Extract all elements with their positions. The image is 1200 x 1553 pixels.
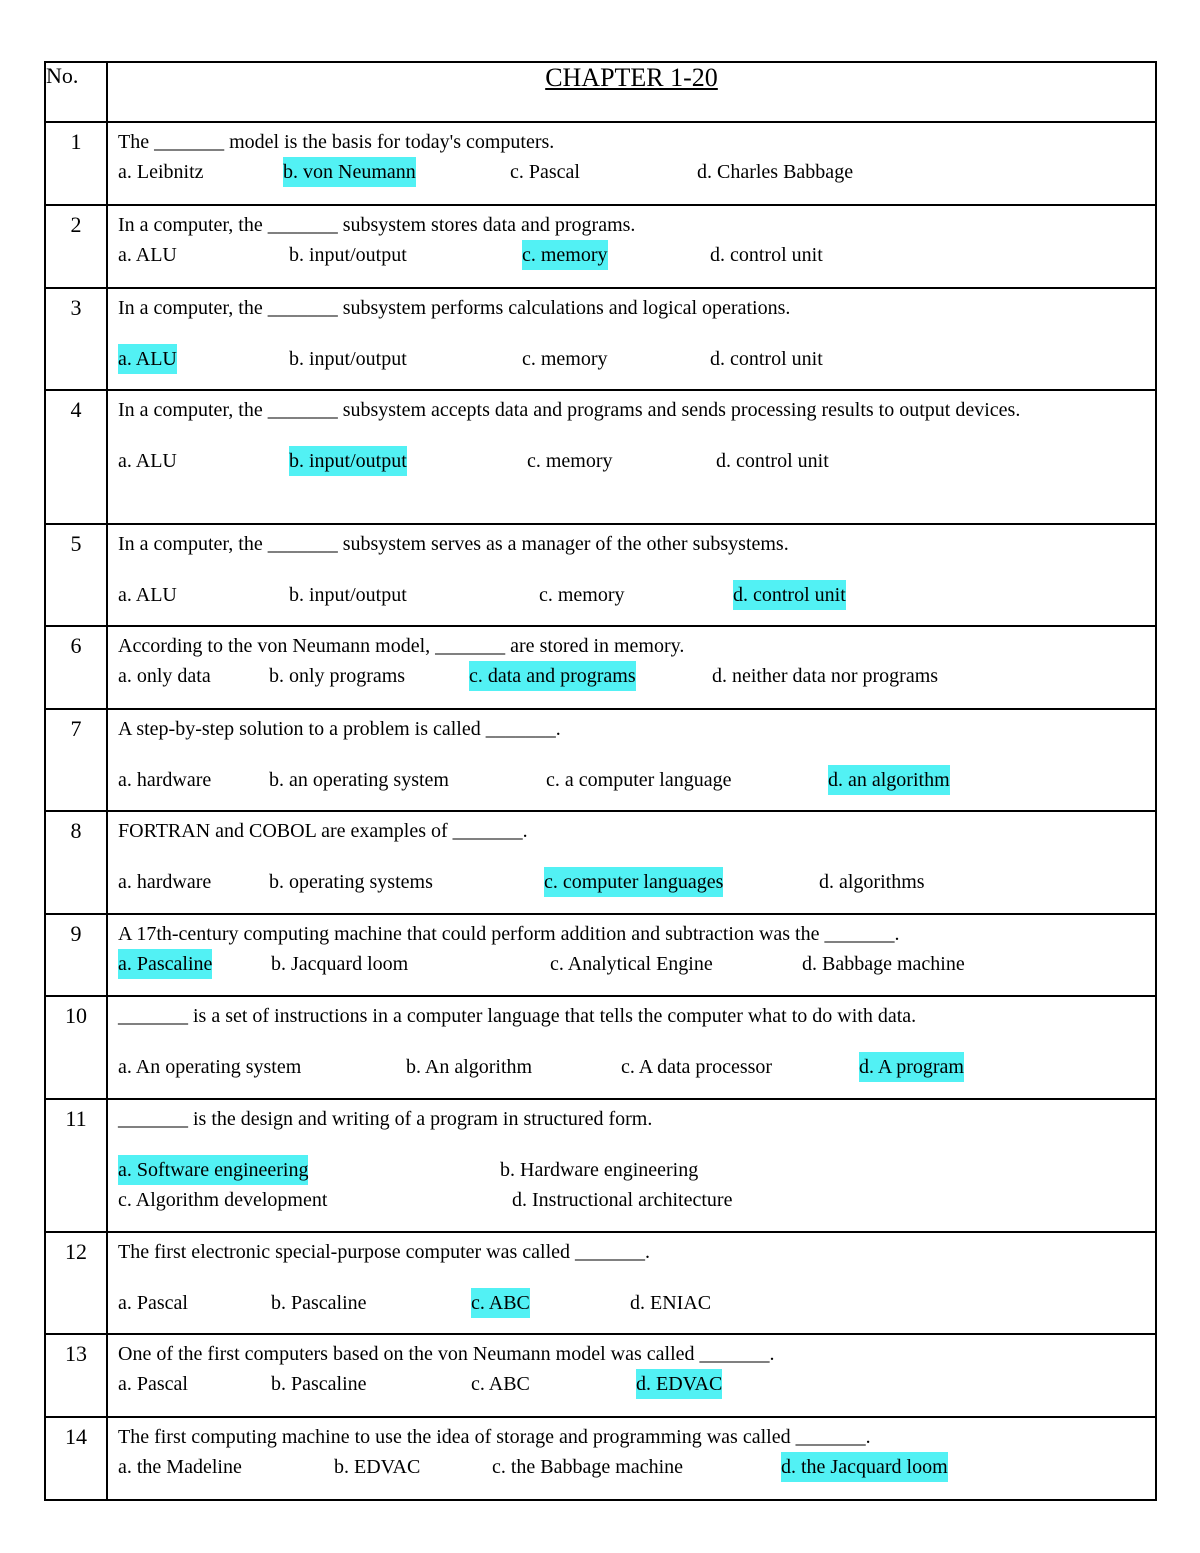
question-text: _______ is a set of instructions in a computer language that tells the computer what to do with data. xyxy=(118,1005,917,1027)
options-line xyxy=(118,1288,1149,1318)
question-number: 10 xyxy=(45,996,107,1099)
question-text: One of the first computers based on the von Neumann model was called _______. xyxy=(118,1343,775,1365)
options-line xyxy=(118,661,1149,691)
option-b-answer: b. input/output xyxy=(289,446,407,476)
question-text: The _______ model is the basis for today's computers. xyxy=(118,131,555,153)
question-text: A step-by-step solution to a problem is called _______. xyxy=(118,718,561,740)
option-a: a. Pascal xyxy=(118,1373,188,1395)
question-cell xyxy=(107,1232,1156,1334)
option-b: b. Pascaline xyxy=(271,1373,367,1395)
option-d: d. neither data nor programs xyxy=(712,665,939,687)
option-a-answer: a. ALU xyxy=(118,344,177,374)
option-a: a. ALU xyxy=(118,450,177,472)
question-text: A 17th-century computing machine that could perform addition and subtraction was the _______. xyxy=(118,923,900,945)
question-cell xyxy=(107,390,1156,524)
option-d-answer: d. EDVAC xyxy=(636,1369,722,1399)
option-a: a. hardware xyxy=(118,769,212,791)
options-line xyxy=(118,446,1149,476)
question-cell xyxy=(107,626,1156,709)
question-cell xyxy=(107,1334,1156,1417)
question-text: FORTRAN and COBOL are examples of _______. xyxy=(118,820,528,842)
question-number: 4 xyxy=(45,390,107,524)
spacer xyxy=(118,1031,1149,1052)
options-line xyxy=(118,765,1149,795)
option-b: b. input/output xyxy=(289,348,407,370)
option-c: c. memory xyxy=(527,450,613,472)
option-a: a. hardware xyxy=(118,871,212,893)
question-number: 14 xyxy=(45,1417,107,1500)
question-number: 8 xyxy=(45,811,107,914)
question-row xyxy=(45,626,1156,709)
option-b: b. only programs xyxy=(269,665,406,687)
spacer xyxy=(118,559,1149,580)
option-d: d. Babbage machine xyxy=(802,953,965,975)
option-c: c. memory xyxy=(522,348,608,370)
option-c: c. the Babbage machine xyxy=(492,1456,684,1478)
question-number: 5 xyxy=(45,524,107,626)
spacer xyxy=(118,744,1149,765)
question-text: In a computer, the _______ subsystem performs calculations and logical operations. xyxy=(118,297,791,319)
options-line xyxy=(118,240,1149,270)
option-a: a. Leibnitz xyxy=(118,161,204,183)
option-d: d. control unit xyxy=(710,348,823,370)
question-number: 7 xyxy=(45,709,107,811)
option-d: d. Instructional architecture xyxy=(512,1189,733,1211)
option-d: d. Charles Babbage xyxy=(697,161,854,183)
option-a: a. Pascal xyxy=(118,1292,188,1314)
options-line xyxy=(118,1369,1149,1399)
spacer xyxy=(118,425,1149,446)
option-b: b. EDVAC xyxy=(334,1456,421,1478)
option-d-answer: d. control unit xyxy=(733,580,846,610)
question-row xyxy=(45,709,1156,811)
question-text: In a computer, the _______ subsystem serves as a manager of the other subsystems. xyxy=(118,533,789,555)
question-number: 9 xyxy=(45,914,107,996)
option-d: d. ENIAC xyxy=(630,1292,712,1314)
question-number: 6 xyxy=(45,626,107,709)
option-b: b. An algorithm xyxy=(406,1056,533,1078)
question-cell xyxy=(107,811,1156,914)
question-row xyxy=(45,1099,1156,1232)
question-row xyxy=(45,811,1156,914)
option-a-answer: a. Pascaline xyxy=(118,949,212,979)
chapter-title-cell xyxy=(107,62,1156,122)
option-b: b. input/output xyxy=(289,584,407,606)
question-row xyxy=(45,914,1156,996)
question-row xyxy=(45,1417,1156,1500)
question-number: 12 xyxy=(45,1232,107,1334)
question-text: _______ is the design and writing of a program in structured form. xyxy=(118,1108,653,1130)
option-d-answer: d. the Jacquard loom xyxy=(781,1452,948,1482)
options-line xyxy=(118,157,1149,187)
question-number: 2 xyxy=(45,205,107,288)
options-line xyxy=(118,1052,1149,1082)
option-d-answer: d. A program xyxy=(859,1052,964,1082)
question-text: In a computer, the _______ subsystem accepts data and programs and sends processing results to output devices. xyxy=(118,399,1021,421)
option-a: a. only data xyxy=(118,665,211,687)
option-c: c. ABC xyxy=(471,1373,530,1395)
option-d-answer: d. an algorithm xyxy=(828,765,950,795)
options-line xyxy=(118,344,1149,374)
header-row xyxy=(45,62,1156,122)
question-number: 13 xyxy=(45,1334,107,1417)
option-c: c. a computer language xyxy=(546,769,732,791)
question-cell xyxy=(107,524,1156,626)
option-a: a. ALU xyxy=(118,584,177,606)
option-c: c. A data processor xyxy=(621,1056,773,1078)
quiz-table xyxy=(44,61,1157,1501)
question-number: 1 xyxy=(45,122,107,205)
question-cell xyxy=(107,122,1156,205)
option-c-answer: c. data and programs xyxy=(469,661,636,691)
option-a: a. the Madeline xyxy=(118,1456,242,1478)
question-row xyxy=(45,205,1156,288)
question-text: The first computing machine to use the idea of storage and programming was called _______. xyxy=(118,1426,871,1448)
option-d: d. algorithms xyxy=(819,871,925,893)
question-cell xyxy=(107,1099,1156,1232)
option-d: d. control unit xyxy=(716,450,829,472)
options-line xyxy=(118,1155,1149,1185)
chapter-title: CHAPTER 1-20 xyxy=(545,63,718,92)
option-c: c. Analytical Engine xyxy=(550,953,713,975)
option-b-answer: b. von Neumann xyxy=(283,157,416,187)
option-d: d. control unit xyxy=(710,244,823,266)
spacer xyxy=(118,1267,1149,1288)
question-cell xyxy=(107,914,1156,996)
question-row xyxy=(45,390,1156,524)
question-cell xyxy=(107,288,1156,390)
options-line xyxy=(118,949,1149,979)
option-b: b. Pascaline xyxy=(271,1292,367,1314)
option-c-answer: c. memory xyxy=(522,240,608,270)
question-row xyxy=(45,1334,1156,1417)
question-cell xyxy=(107,1417,1156,1500)
option-c: c. memory xyxy=(539,584,625,606)
question-cell xyxy=(107,709,1156,811)
options-line xyxy=(118,867,1149,897)
option-a: a. An operating system xyxy=(118,1056,302,1078)
options-line xyxy=(118,1452,1149,1482)
option-c: c. Pascal xyxy=(510,161,580,183)
spacer xyxy=(118,846,1149,867)
question-row xyxy=(45,122,1156,205)
option-a: a. ALU xyxy=(118,244,177,266)
option-c-answer: c. computer languages xyxy=(544,867,723,897)
option-c: c. Algorithm development xyxy=(118,1189,328,1211)
option-b: b. an operating system xyxy=(269,769,449,791)
question-number: 11 xyxy=(45,1099,107,1232)
spacer xyxy=(118,323,1149,344)
question-text: In a computer, the _______ subsystem stores data and programs. xyxy=(118,214,636,236)
question-number: 3 xyxy=(45,288,107,390)
spacer xyxy=(118,1134,1149,1155)
option-b: b. operating systems xyxy=(269,871,433,893)
question-text: According to the von Neumann model, _______ are stored in memory. xyxy=(118,635,685,657)
option-a-answer: a. Software engineering xyxy=(118,1155,308,1185)
question-cell xyxy=(107,996,1156,1099)
question-cell xyxy=(107,205,1156,288)
question-row xyxy=(45,1232,1156,1334)
question-row xyxy=(45,996,1156,1099)
options-line xyxy=(118,1185,1149,1215)
no-column-header: No. xyxy=(45,62,107,122)
option-b: b. Hardware engineering xyxy=(500,1159,699,1181)
option-c-answer: c. ABC xyxy=(471,1288,530,1318)
option-b: b. Jacquard loom xyxy=(271,953,409,975)
question-text: The first electronic special-purpose computer was called _______. xyxy=(118,1241,651,1263)
question-row xyxy=(45,288,1156,390)
options-line xyxy=(118,580,1149,610)
question-row xyxy=(45,524,1156,626)
option-b: b. input/output xyxy=(289,244,407,266)
